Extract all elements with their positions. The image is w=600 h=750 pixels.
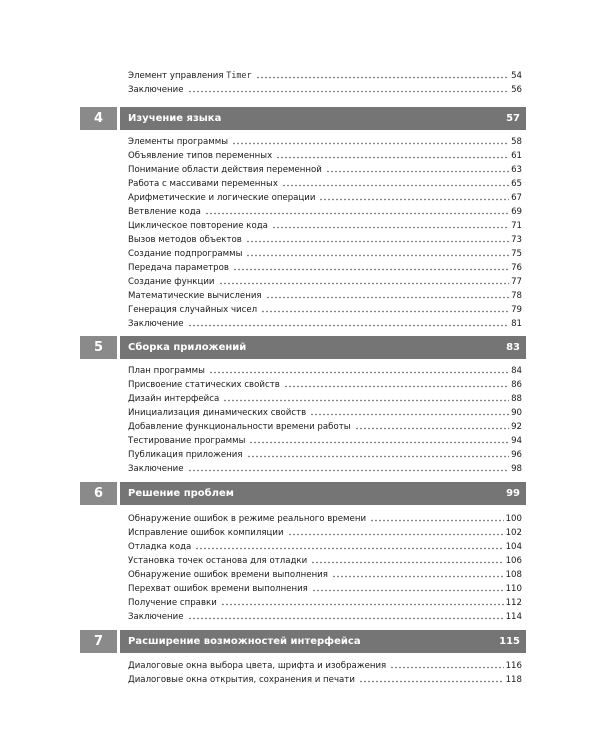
- entry-title: Циклическое повторение кода: [128, 221, 268, 231]
- toc-entry: [128, 525, 522, 539]
- entry-page: 69: [511, 207, 522, 217]
- entry-title: Передача параметров: [128, 263, 229, 273]
- toc-entry: [128, 658, 522, 672]
- chapter-page: 115: [499, 636, 520, 647]
- dot-leader: [370, 519, 504, 522]
- chapter-title: Изучение языка: [128, 113, 222, 124]
- toc-entry: [128, 609, 522, 623]
- toc-entry: [128, 162, 522, 176]
- toc-entry: [128, 232, 522, 246]
- entry-title: Публикация приложения: [128, 450, 243, 460]
- entry-page: 75: [511, 249, 522, 259]
- entry-title: Инициализация динамических свойств: [128, 408, 307, 418]
- toc-entry: [128, 302, 522, 316]
- entry-title: Заключение: [128, 612, 184, 622]
- dot-leader: [188, 324, 510, 327]
- dot-leader: [188, 469, 510, 472]
- chapter-header: [80, 630, 526, 653]
- entry-title: Диалоговые окна выбора цвета, шрифта и изображения: [128, 661, 387, 671]
- toc-entry: [128, 190, 522, 204]
- toc-entry: [128, 581, 522, 595]
- toc-entry: [128, 595, 522, 609]
- toc-entry: [128, 148, 522, 162]
- entry-page: 92: [511, 422, 522, 432]
- entry-page: 98: [511, 464, 522, 474]
- dot-leader: [246, 254, 509, 257]
- dot-leader: [188, 90, 510, 93]
- dot-leader: [249, 441, 509, 444]
- dot-leader: [223, 399, 509, 402]
- toc-entry: [128, 82, 522, 96]
- chapter-number: 7: [80, 630, 117, 653]
- chapter-header: [80, 336, 526, 359]
- dot-leader: [282, 184, 509, 187]
- dot-leader: [246, 240, 509, 243]
- entry-title: Присвоение статических свойств: [128, 380, 280, 390]
- entry-page: 90: [511, 408, 522, 418]
- toc-entry: [128, 288, 522, 302]
- toc-entry: [128, 218, 522, 232]
- entry-page: 54: [511, 71, 522, 81]
- chapter-bar: [120, 630, 526, 653]
- entry-page: 96: [511, 450, 522, 460]
- entry-page: 114: [505, 612, 522, 622]
- entry-page: 77: [511, 277, 522, 287]
- entry-page: 108: [505, 570, 522, 580]
- entry-page: 61: [511, 151, 522, 161]
- entry-page: 65: [511, 179, 522, 189]
- entry-title: Добавление функциональности времени работы: [128, 422, 351, 432]
- dot-leader: [195, 547, 503, 550]
- entry-page: 73: [511, 235, 522, 245]
- dot-leader: [319, 198, 509, 201]
- entry-title: План программы: [128, 366, 205, 376]
- toc-entry: [128, 405, 522, 419]
- chapter-bar: [120, 107, 526, 130]
- entry-title: Отладка кода: [128, 542, 192, 552]
- entry-page: 76: [511, 263, 522, 273]
- dot-leader: [276, 156, 509, 159]
- entry-page: 118: [505, 675, 522, 685]
- dot-leader: [311, 561, 503, 564]
- dot-leader: [188, 617, 504, 620]
- entry-title: Диалоговые окна открытия, сохранения и печати: [128, 675, 355, 685]
- dot-leader: [205, 212, 509, 215]
- entry-page: 116: [505, 661, 522, 671]
- entry-title: Дизайн интерфейса: [128, 394, 220, 404]
- entry-title: Вызов методов объектов: [128, 235, 242, 245]
- entry-title: Обнаружение ошибок времени выполнения: [128, 570, 328, 580]
- entry-title: Тестирование программы: [128, 436, 246, 446]
- entry-title: Заключение: [128, 464, 184, 474]
- entry-page: 94: [511, 436, 522, 446]
- entry-page: 56: [511, 85, 522, 95]
- chapter-header: [80, 107, 526, 130]
- entry-title: Элемент управления Timer: [128, 70, 252, 81]
- chapter-number: 5: [80, 336, 117, 359]
- dot-leader: [390, 666, 503, 669]
- entry-page: 106: [505, 556, 522, 566]
- toc-entry: [128, 511, 522, 525]
- toc-entry: [128, 204, 522, 218]
- entry-title: Работа с массивами переменных: [128, 179, 278, 189]
- dot-leader: [359, 680, 504, 683]
- toc-entry: [128, 672, 522, 686]
- dot-leader: [261, 310, 509, 313]
- entry-title: Понимание области действия переменной: [128, 165, 322, 175]
- dot-leader: [312, 589, 504, 592]
- dot-leader: [272, 226, 509, 229]
- entry-title: Ветвление кода: [128, 207, 201, 217]
- toc-entry: [128, 274, 522, 288]
- entry-title: Получение справки: [128, 598, 217, 608]
- chapter-bar: [120, 336, 526, 359]
- dot-leader: [219, 282, 510, 285]
- dot-leader: [232, 142, 509, 145]
- entry-page: 112: [505, 598, 522, 608]
- entry-page: 81: [511, 319, 522, 329]
- entry-title: Создание подпрограммы: [128, 249, 243, 259]
- entry-page: 102: [505, 528, 522, 538]
- dot-leader: [247, 455, 510, 458]
- entry-title: Математические вычисления: [128, 291, 262, 301]
- entry-page: 78: [511, 291, 522, 301]
- entry-title: Установка точек останова для отладки: [128, 556, 308, 566]
- toc-entry: [128, 68, 522, 82]
- entry-code: Timer: [226, 70, 252, 80]
- entry-page: 58: [511, 137, 522, 147]
- dot-leader: [221, 603, 504, 606]
- toc-entry: [128, 134, 522, 148]
- chapter-page: 99: [506, 488, 520, 499]
- dot-leader: [332, 575, 504, 578]
- chapter-page: 57: [506, 113, 520, 124]
- entry-title: Перехват ошибок времени выполнения: [128, 584, 308, 594]
- toc-entry: [128, 391, 522, 405]
- entry-page: 100: [505, 514, 522, 524]
- dot-leader: [288, 533, 504, 536]
- entry-page: 104: [505, 542, 522, 552]
- toc-entry: [128, 553, 522, 567]
- dot-leader: [233, 268, 509, 271]
- toc-entry: [128, 260, 522, 274]
- chapter-bar: [120, 482, 526, 505]
- entry-title: Арифметические и логические операции: [128, 193, 316, 203]
- toc-entry: [128, 316, 522, 330]
- entry-title: Элементы программы: [128, 137, 229, 147]
- entry-title: Объявление типов переменных: [128, 151, 273, 161]
- toc-entry: [128, 539, 522, 553]
- entry-title: Обнаружение ошибок в режиме реального времени: [128, 514, 367, 524]
- toc-entry: [128, 567, 522, 581]
- entry-title: Создание функции: [128, 277, 215, 287]
- chapter-header: [80, 482, 526, 505]
- dot-leader: [310, 413, 509, 416]
- chapter-number: 6: [80, 482, 117, 505]
- dot-leader: [355, 427, 510, 430]
- toc-entry: [128, 377, 522, 391]
- toc-entry: [128, 447, 522, 461]
- toc-entry: [128, 246, 522, 260]
- dot-leader: [256, 76, 510, 79]
- toc-entry: [128, 433, 522, 447]
- entry-page: 110: [505, 584, 522, 594]
- entry-title: Заключение: [128, 319, 184, 329]
- dot-leader: [209, 371, 509, 374]
- entry-page: 63: [511, 165, 522, 175]
- chapter-title: Сборка приложений: [128, 342, 247, 353]
- entry-title: Заключение: [128, 85, 184, 95]
- chapter-title: Решение проблем: [128, 488, 234, 499]
- entry-page: 71: [511, 221, 522, 231]
- chapter-page: 83: [506, 342, 520, 353]
- toc-entry: [128, 176, 522, 190]
- toc-entry: [128, 461, 522, 475]
- entry-page: 79: [511, 305, 522, 315]
- dot-leader: [284, 385, 509, 388]
- entry-page: 67: [511, 193, 522, 203]
- toc-entry: [128, 363, 522, 377]
- entry-page: 84: [511, 366, 522, 376]
- dot-leader: [326, 170, 509, 173]
- entry-title: Генерация случайных чисел: [128, 305, 258, 315]
- entry-title: Исправление ошибок компиляции: [128, 528, 284, 538]
- chapter-number: 4: [80, 107, 117, 130]
- dot-leader: [266, 296, 509, 299]
- chapter-title: Расширение возможностей интерфейса: [128, 636, 361, 647]
- entry-page: 88: [511, 394, 522, 404]
- entry-page: 86: [511, 380, 522, 390]
- toc-entry: [128, 419, 522, 433]
